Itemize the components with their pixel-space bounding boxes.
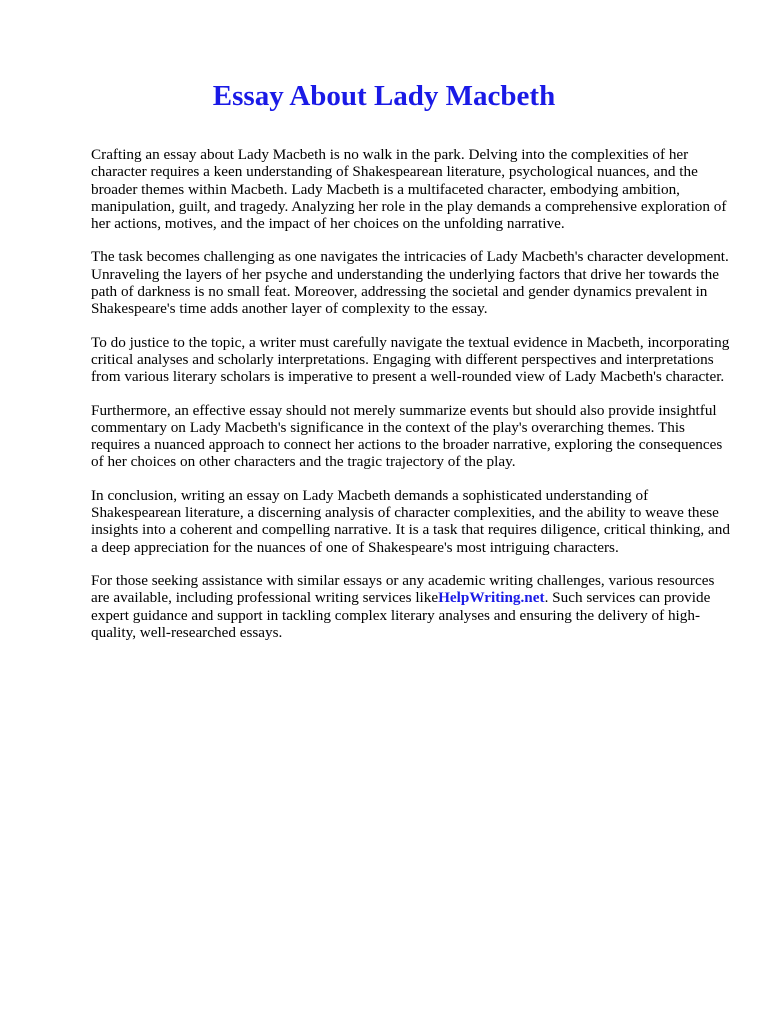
helpwriting-link[interactable]: HelpWriting.net [438, 589, 545, 607]
paragraph-challenge: The task becomes challenging as one navigates the intricacies of Lady Macbeth's character development. Unraveling the layers of her psyche and understanding the underlying factors that drive her towards the path of darkness is no small feat. Moreover, addressing the societal and gender dynamics prevalent in Shakespeare's time adds another layer of complexity to the essay. [91, 248, 729, 318]
paragraph-conclusion: In conclusion, writing an essay on Lady Macbeth demands a sophisticated understanding of Shakespearean literature, a discerning analysis of character complexities, and the ability to weave these insights into a coherent and compelling narrative. It is a task that requires diligence, critical thinking, and a deep appreciation for the nuances of one of Shakespeare's most intriguing characters. [91, 486, 730, 556]
page-title: Essay About Lady Macbeth [212, 80, 556, 112]
resources-text-after: . Such services can provide expert guidance and support in tackling complex literary analyses and ensuring the delivery of high-quality, well-researched essays. [91, 589, 711, 641]
paragraph-intro: Crafting an essay about Lady Macbeth is no walk in the park. Delving into the complexities of her character requires a keen understanding of Shakespearean literature, psychological nuances, and the broader themes within Macbeth. Lady Macbeth is a multifaceted character, embodying ambition, manipulation, guilt, and tragedy. Analyzing her role in the play demands a comprehensive exploration of her actions, motives, and the impact of her choices on the unfolding narrative. [91, 146, 727, 233]
document-body [91, 146, 731, 657]
paragraph-evidence: To do justice to the topic, a writer must carefully navigate the textual evidence in Macbeth, incorporating critical analyses and scholarly interpretations. Engaging with different perspectives and interpretations from various literary scholars is imperative to present a well-rounded view of Lady Macbeth's character. [91, 333, 730, 386]
paragraph-resources [91, 572, 731, 641]
paragraph-commentary: Furthermore, an effective essay should not merely summarize events but should also provide insightful commentary on Lady Macbeth's significance in the context of the play's overarching themes. This requires a nuanced approach to connect her actions to the broader narrative, exploring the consequences of her choices on other characters and the tragic trajectory of the play. [91, 401, 723, 471]
resources-text-before: For those seeking assistance with similar essays or any academic writing challenges, various resources are available, including professional writing services like [91, 571, 715, 607]
